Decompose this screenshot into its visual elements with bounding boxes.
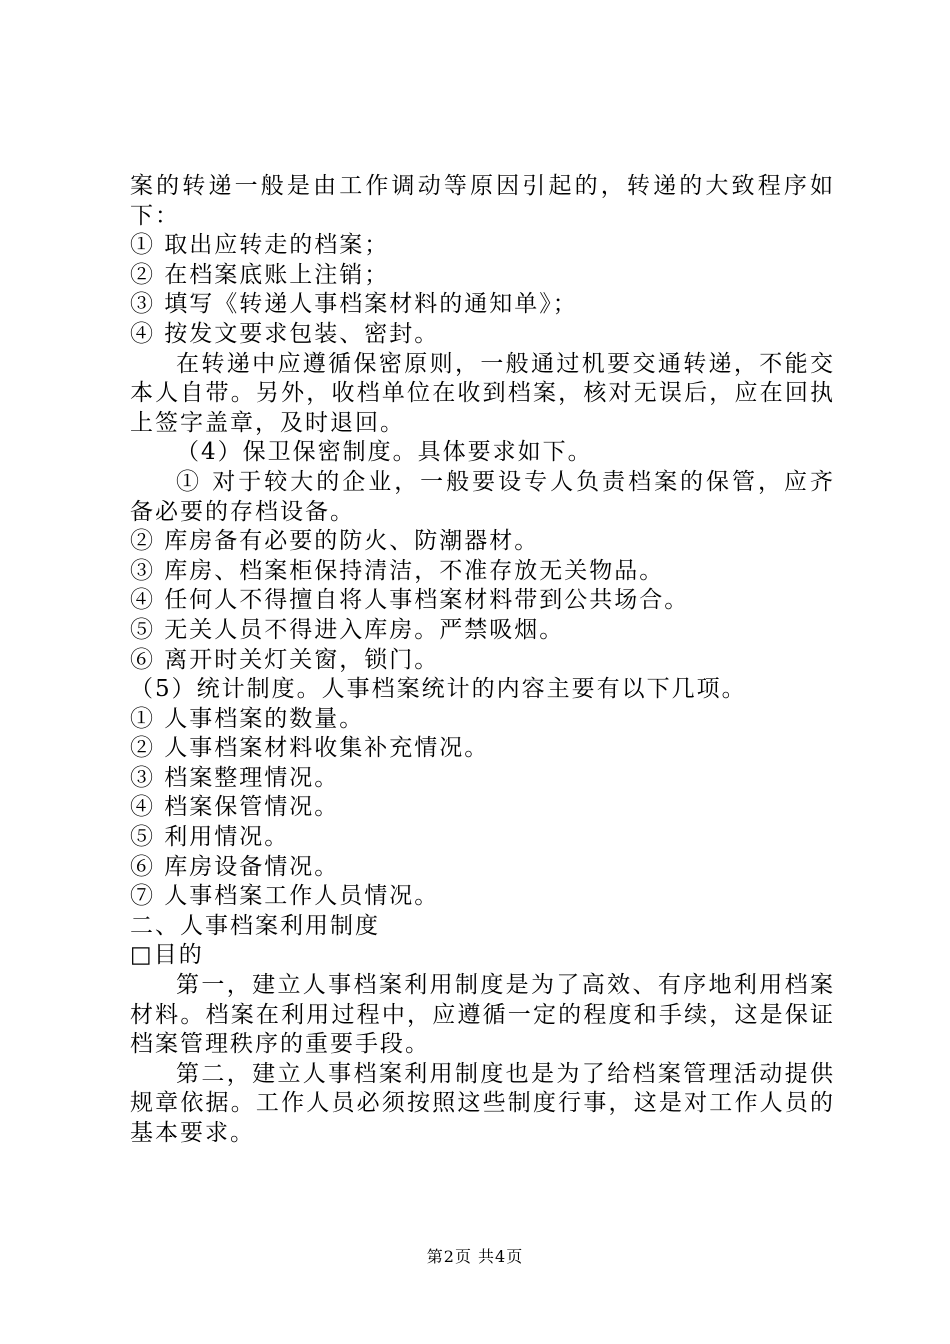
paragraph: ④ 按发文要求包装、密封。 [130,320,440,347]
paragraph: ② 库房备有必要的防火、防潮器材。 [130,528,540,555]
paragraph: ② 人事档案材料收集补充情况。 [130,735,490,762]
paragraph: ⑤ 无关人员不得进入库房。严禁吸烟。 [130,616,565,643]
paragraph: ⑥ 库房设备情况。 [130,853,340,880]
paragraph: ⑦ 人事档案工作人员情况。 [130,883,440,910]
paragraph: 案的转递一般是由工作调动等原因引起的，转递的大致程序如下： [130,173,835,229]
paragraph: 第二，建立人事档案利用制度也是为了给档案管理活动提供规章依据。工作人员必须按照这些制度行事，这是对工作人员的基本要求。 [130,1060,835,1146]
paragraph: ① 取出应转走的档案； [130,232,390,259]
paragraph: ③ 档案整理情况。 [130,764,340,791]
document-body [130,172,835,1149]
paragraph: ① 人事档案的数量。 [130,705,365,732]
paragraph: ① 对于较大的企业，一般要设专人负责档案的保管，应齐备必要的存档设备。 [130,468,835,525]
paragraph: □目的 [130,942,204,969]
paragraph: ③ 填写《转递人事档案材料的通知单》； [130,291,578,318]
paragraph: 二、人事档案利用制度 [130,912,380,939]
paragraph: ④ 任何人不得擅自将人事档案材料带到公共场合。 [130,587,690,614]
paragraph: 第一，建立人事档案利用制度是为了高效、有序地利用档案材料。档案在利用过程中，应遵循一定的程度和手续，这是保证档案管理秩序的重要手段。 [130,972,835,1058]
paragraph: （4）保卫保密制度。具体要求如下。 [176,439,593,466]
paragraph: （5）统计制度。人事档案统计的内容主要有以下几项。 [130,676,747,703]
page-footer: 第2页 共4页 [426,1247,524,1266]
paragraph: ⑥ 离开时关灯关窗，锁门。 [130,646,440,673]
paragraph: ③ 库房、档案柜保持清洁，不准存放无关物品。 [130,557,665,584]
paragraph: 在转递中应遵循保密原则，一般通过机要交通转递，不能交本人自带。另外，收档单位在收到档案，核对无误后，应在回执上签字盖章，及时退回。 [130,350,835,436]
paragraph: ⑤ 利用情况。 [130,824,290,851]
paragraph: ④ 档案保管情况。 [130,794,340,821]
paragraph: ② 在档案底账上注销； [130,261,390,288]
